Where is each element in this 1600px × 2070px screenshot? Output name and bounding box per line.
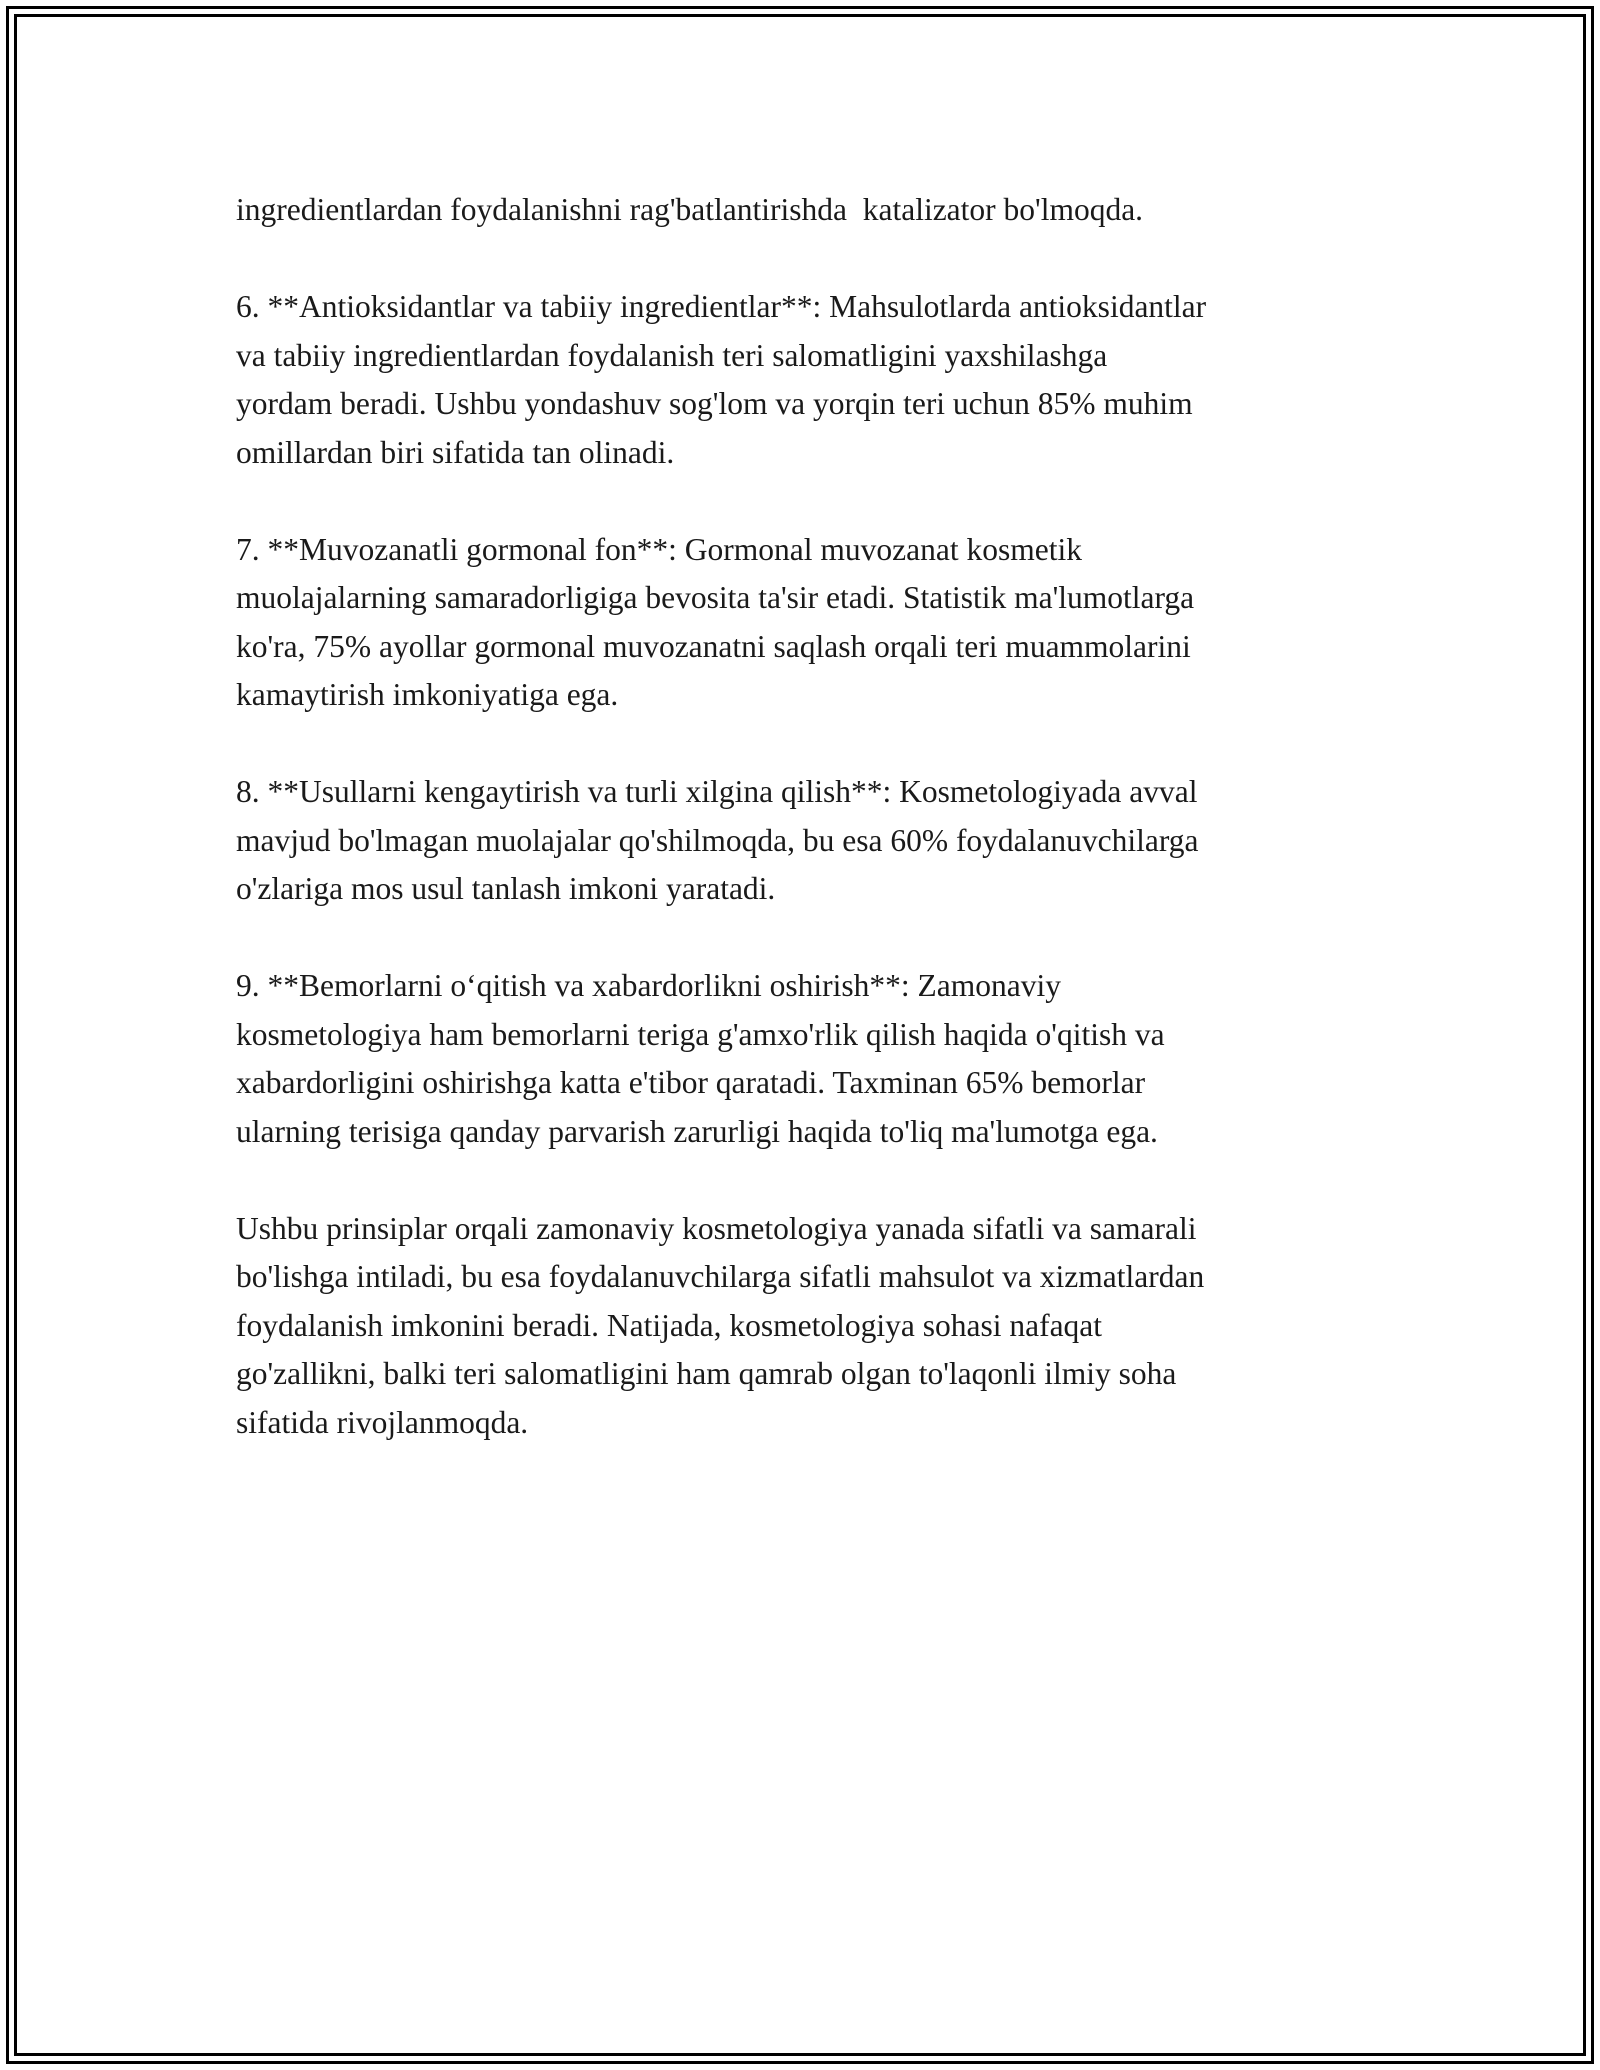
text-line: 7. **Muvozanatli gormonal fon**: Gormonal muvozanat kosmetik — [236, 531, 1082, 567]
text-line: ingredientlardan foydalanishni rag'batlantirishda katalizator bo'lmoqda. — [236, 192, 1144, 227]
text-line: xabardorligini oshirishga katta e'tibor qaratadi. Taxminan 65% bemorlar — [236, 1065, 1146, 1100]
text-line: omillardan biri sifatida tan olinadi. — [236, 434, 675, 470]
text-line: 9. **Bemorlarni o‘qitish va xabardorlikni oshirish**: Zamonaviy — [236, 968, 1061, 1003]
text-line: 8. **Usullarni kengaytirish va turli xilgina qilish**: Kosmetologiyada avval — [236, 774, 1198, 809]
text-line: yordam beradi. Ushbu yondashuv sog'lom va yorqin teri uchun 85% muhim — [236, 386, 1193, 421]
text-line: ularning terisiga qanday parvarish zarurligi haqida to'liq ma'lumotga ega. — [236, 1113, 1158, 1149]
text-line: Ushbu prinsiplar orqali zamonaviy kosmetologiya yanada sifatli va samarali — [236, 1210, 1197, 1246]
text-line: va tabiiy ingredientlardan foydalanish teri salomatligini yaxshilashga — [236, 337, 1108, 373]
text-line: foydalanish imkonini beradi. Natijada, kosmetologiya sohasi nafaqat — [236, 1307, 1103, 1343]
text-line: go'zallikni, balki teri salomatligini ham qamrab olgan to'laqonli ilmiy soha — [236, 1356, 1177, 1391]
text-line: o'zlariga mos usul tanlash imkoni yaratadi. — [236, 871, 776, 906]
text-line: kamaytirish imkoniyatiga ega. — [236, 677, 619, 712]
text-line: sifatida rivojlanmoqda. — [236, 1404, 529, 1440]
paragraph-conclusion — [236, 1205, 1376, 1448]
text-line: kosmetologiya ham bemorlarni teriga g'amxo'rlik qilish haqida o'qitish va — [236, 1016, 1165, 1052]
document-body — [236, 186, 1376, 1496]
paragraph-item-7 — [236, 526, 1376, 720]
text-line: ko'ra, 75% ayollar gormonal muvozanatni saqlash orqali teri muammolarini — [236, 628, 1191, 664]
paragraph-item-6 — [236, 283, 1376, 477]
paragraph-item-8 — [236, 768, 1376, 914]
text-line: 6. **Antioksidantlar va tabiiy ingredientlar**: Mahsulotlarda antioksidantlar — [236, 289, 1207, 324]
text-line: muolajalarning samaradorligiga bevosita ta'sir etadi. Statistik ma'lumotlarga — [236, 580, 1195, 615]
text-line: bo'lishga intiladi, bu esa foydalanuvchilarga sifatli mahsulot va xizmatlardan — [236, 1259, 1205, 1294]
paragraph-item-9 — [236, 962, 1376, 1156]
text-line: mavjud bo'lmagan muolajalar qo'shilmoqda, bu esa 60% foydalanuvchilarga — [236, 822, 1199, 858]
paragraph-continuation — [236, 186, 1376, 235]
